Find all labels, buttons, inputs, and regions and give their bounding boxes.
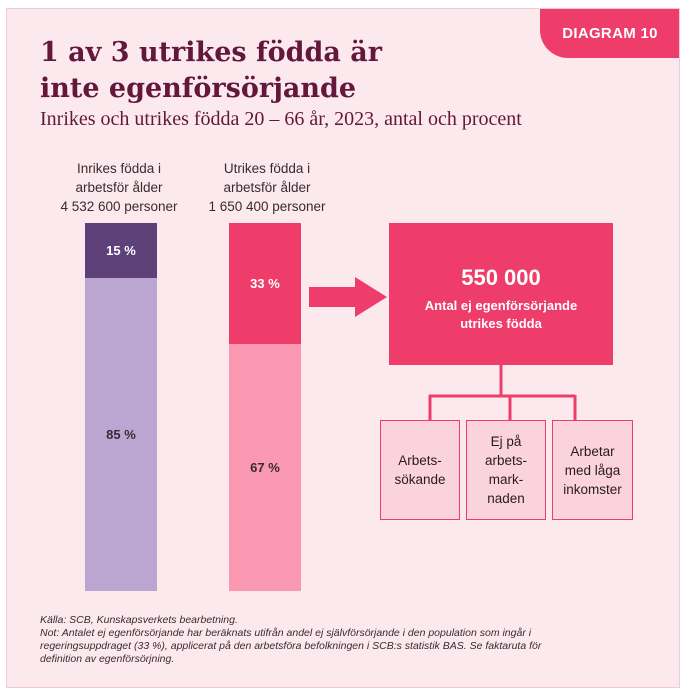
callout-desc-line: utrikes födda [460,316,542,331]
method-note: regeringsuppdraget (33 %), applicerat på den arbetsföra befolkningen i SCB:s statistik BAS. Se faktaruta för [40,640,542,652]
column-label-line: 4 532 600 personer [60,199,178,214]
breakdown-box-laga-inkomster [552,420,633,520]
column-label-line: Inrikes födda i [76,161,162,176]
breakdown-line: mark- [488,472,524,487]
column-label-line: Utrikes födda i [223,161,311,176]
source-note: Källa: SCB, Kunskapsverkets bearbetning. [40,614,238,626]
breakdown-line: inkomster [563,481,622,497]
diagram-badge: DIAGRAM 10 [540,8,680,58]
title-line: 1 av 3 utrikes födda är [40,37,383,68]
breakdown-connectors [7,9,680,688]
bar-segment-utrikes-0: 33 % [229,223,301,344]
method-note: definition av egenförsörjning. [40,653,175,665]
callout-desc-line: Antal ej egenförsörjande [424,298,578,313]
breakdown-box-arbetssokande [380,420,460,520]
column-label-line: arbetsför ålder [223,180,311,195]
breakdown-line: arbets- [484,453,528,468]
title-line: inte egenförsörjande [40,73,357,104]
chart-card [6,8,680,688]
bar-segment-utrikes-1: 67 % [229,344,301,591]
method-note: Not: Antalet ej egenförsörjande har beräknats utifrån andel ej självförsörjande i den population som ingår i [40,627,532,639]
bar-segment-inrikes-1: 85 % [85,278,157,591]
breakdown-line: sökande [394,472,446,487]
breakdown-line: Arbetar [570,443,615,459]
breakdown-box-ej-pa-arbetsmarknaden [466,420,546,520]
breakdown-line: med låga [564,462,621,478]
chart-subtitle: Inrikes och utrikes födda 20 – 66 år, 2023, antal och procent [40,108,522,130]
column-label-line: 1 650 400 personer [208,199,326,214]
breakdown-line: Ej på [490,434,522,449]
breakdown-line: Arbets- [398,453,442,468]
bar-segment-inrikes-0: 15 % [85,223,157,278]
callout-value: 550 000 [461,265,541,290]
column-label-line: arbetsför ålder [75,180,163,195]
chart-footer [40,614,640,666]
breakdown-line: naden [487,491,525,506]
